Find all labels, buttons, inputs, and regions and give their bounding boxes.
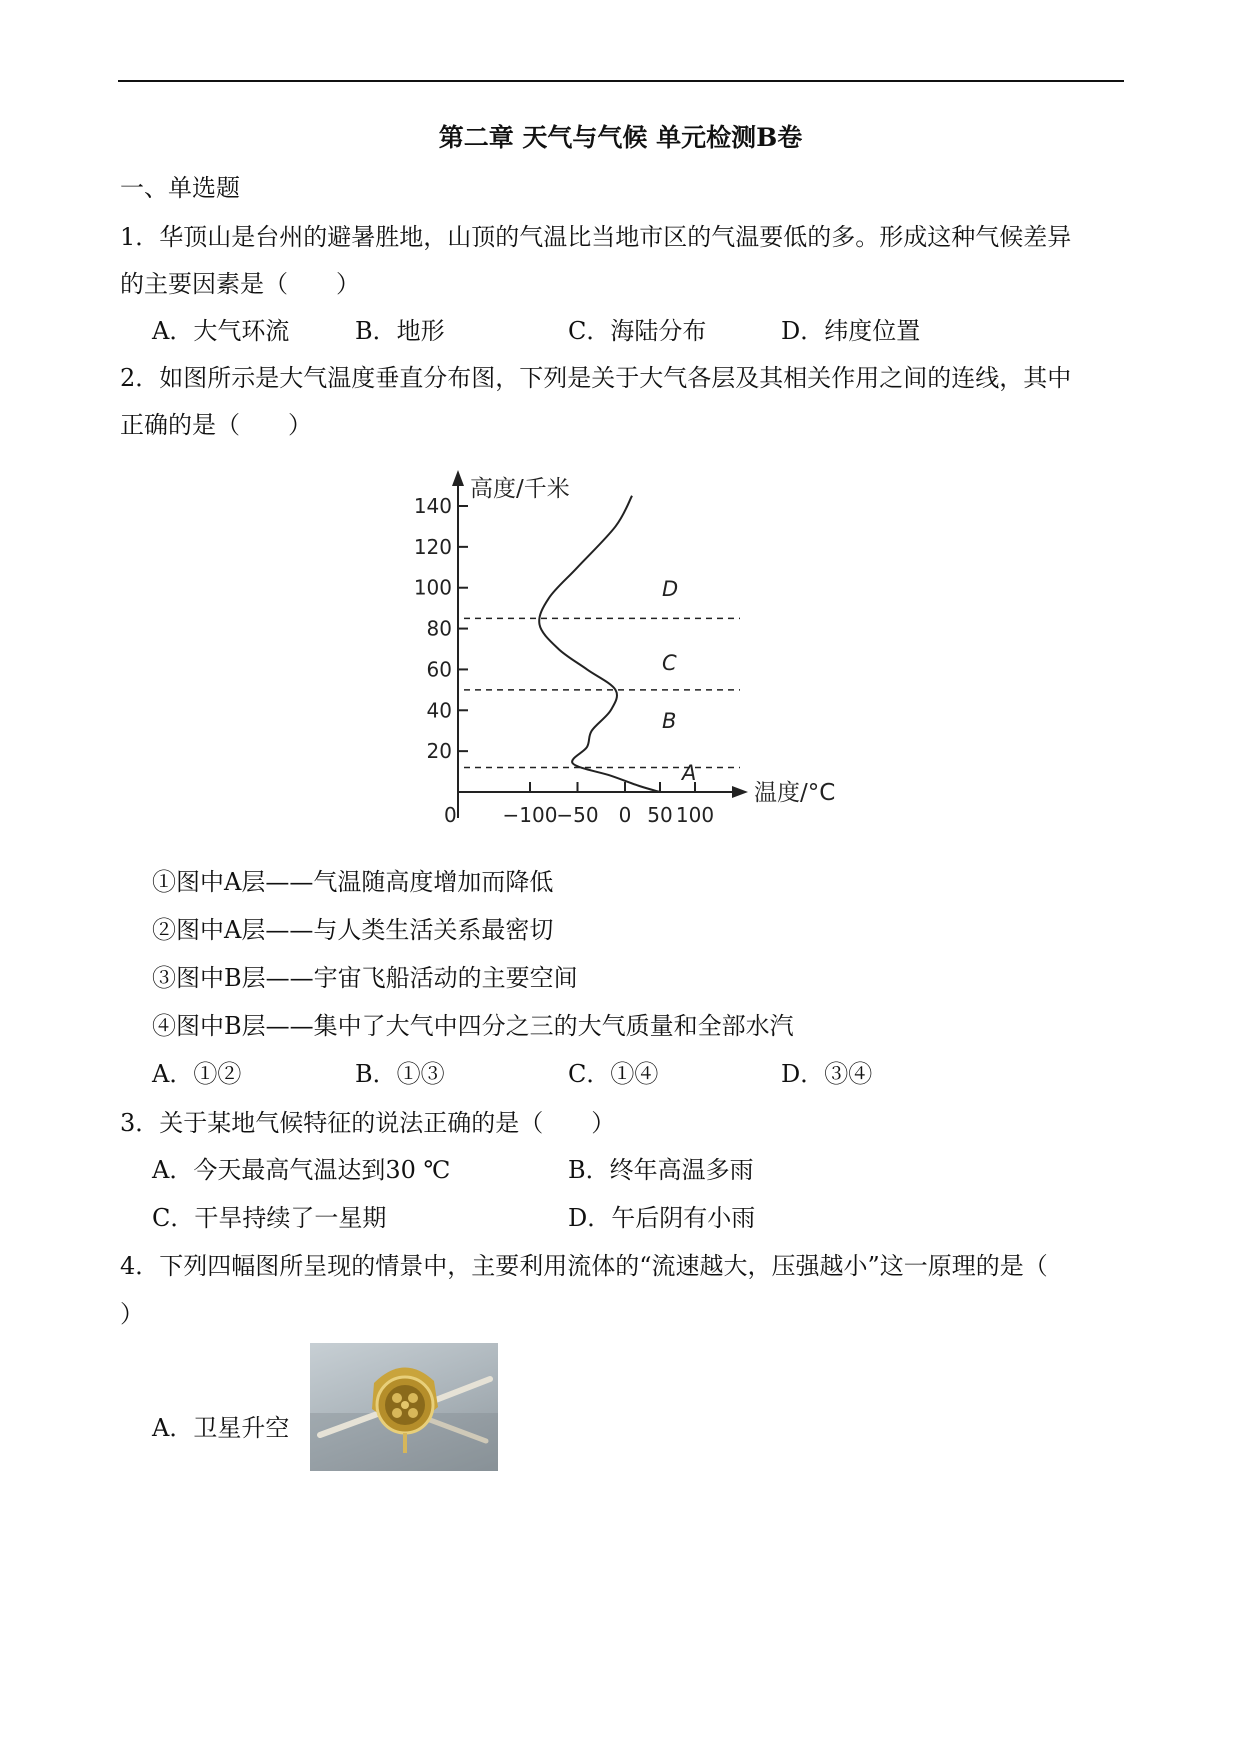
y-tick-label: 140 [413, 494, 452, 518]
q4-stem-line1: 4．下列四幅图所呈现的情景中，主要利用流体的“流速越大，压强越小”这一原理的是（ [120, 1252, 1048, 1280]
satellite-photo[interactable] [310, 1343, 498, 1471]
header-rule [118, 80, 1124, 82]
y-tick-label: 60 [426, 657, 452, 682]
q1-option-b[interactable]: B．地形 [355, 317, 445, 345]
x-axis-label: 温度/°C [754, 780, 836, 806]
q2-option-d[interactable]: D．③④ [781, 1060, 873, 1088]
layer-label-d: D [662, 577, 679, 601]
q2-stem-line1: 2．如图所示是大气温度垂直分布图，下列是关于大气各层及其相关作用之间的连线，其中 [120, 364, 1072, 392]
q2-option-b[interactable]: B．①③ [355, 1060, 445, 1088]
y-ticks [414, 494, 468, 763]
x-tick-label: 50 [647, 803, 673, 827]
q3-option-b[interactable]: B．终年高温多雨 [568, 1156, 754, 1184]
q2-option-c[interactable]: C．①④ [568, 1060, 659, 1088]
origin-label: 0 [444, 803, 457, 827]
y-tick-label: 80 [426, 616, 452, 641]
page-title: 第二章 天气与气候 单元检测B卷 [438, 123, 803, 152]
x-tick-label: −100 [502, 803, 558, 827]
temperature-curve [539, 496, 660, 792]
y-tick-label: 20 [426, 739, 452, 764]
layer-label-b: B [662, 709, 677, 733]
y-axis-label: 高度/千米 [470, 476, 570, 502]
q3-option-c[interactable]: C．干旱持续了一星期 [152, 1204, 387, 1232]
x-axis-arrow-icon [732, 786, 748, 798]
q1-option-c[interactable]: C．海陆分布 [568, 317, 707, 345]
q3-option-a[interactable]: A．今天最高气温达到30 ℃ [152, 1156, 451, 1184]
q2-stem-line2: 正确的是（ ） [120, 411, 312, 439]
q4-option-a[interactable]: A．卫星升空 [152, 1414, 290, 1442]
y-tick-label: 40 [426, 698, 452, 723]
q4-stem-line2: ） [120, 1300, 144, 1328]
q3-option-d[interactable]: D．午后阴有小雨 [568, 1204, 756, 1232]
q2-statement-2: ②图中A层——与人类生活关系最密切 [152, 916, 554, 944]
x-tick-label: −50 [556, 803, 599, 827]
q3-stem: 3．关于某地气候特征的说法正确的是（ ） [120, 1109, 616, 1137]
y-axis-arrow-icon [452, 470, 464, 486]
section-heading: 一、单选题 [120, 174, 240, 202]
atmosphere-temperature-chart [400, 460, 880, 840]
q2-statement-3: ③图中B层——宇宙飞船活动的主要空间 [152, 964, 578, 992]
satellite-icon [310, 1343, 498, 1471]
q1-option-d[interactable]: D．纬度位置 [781, 317, 921, 345]
x-tick-label: 100 [675, 803, 715, 827]
y-tick-label: 120 [413, 534, 452, 559]
layer-label-c: C [662, 651, 677, 675]
x-ticks [503, 782, 715, 827]
q2-option-a[interactable]: A．①② [152, 1060, 242, 1088]
q1-stem-line2: 的主要因素是（ ） [120, 270, 360, 298]
layer-boundaries [464, 618, 740, 767]
y-tick-label: 100 [413, 575, 452, 600]
layer-label-a: A [682, 761, 697, 785]
q2-statement-4: ④图中B层——集中了大气中四分之三的大气质量和全部水汽 [152, 1012, 794, 1040]
q2-statement-1: ①图中A层——气温随高度增加而降低 [152, 868, 554, 896]
x-tick-label: 0 [618, 803, 632, 827]
q1-stem-line1: 1．华顶山是台州的避暑胜地，山顶的气温比当地市区的气温要低的多。形成这种气候差异 [120, 223, 1072, 251]
q1-option-a[interactable]: A．大气环流 [152, 317, 290, 345]
